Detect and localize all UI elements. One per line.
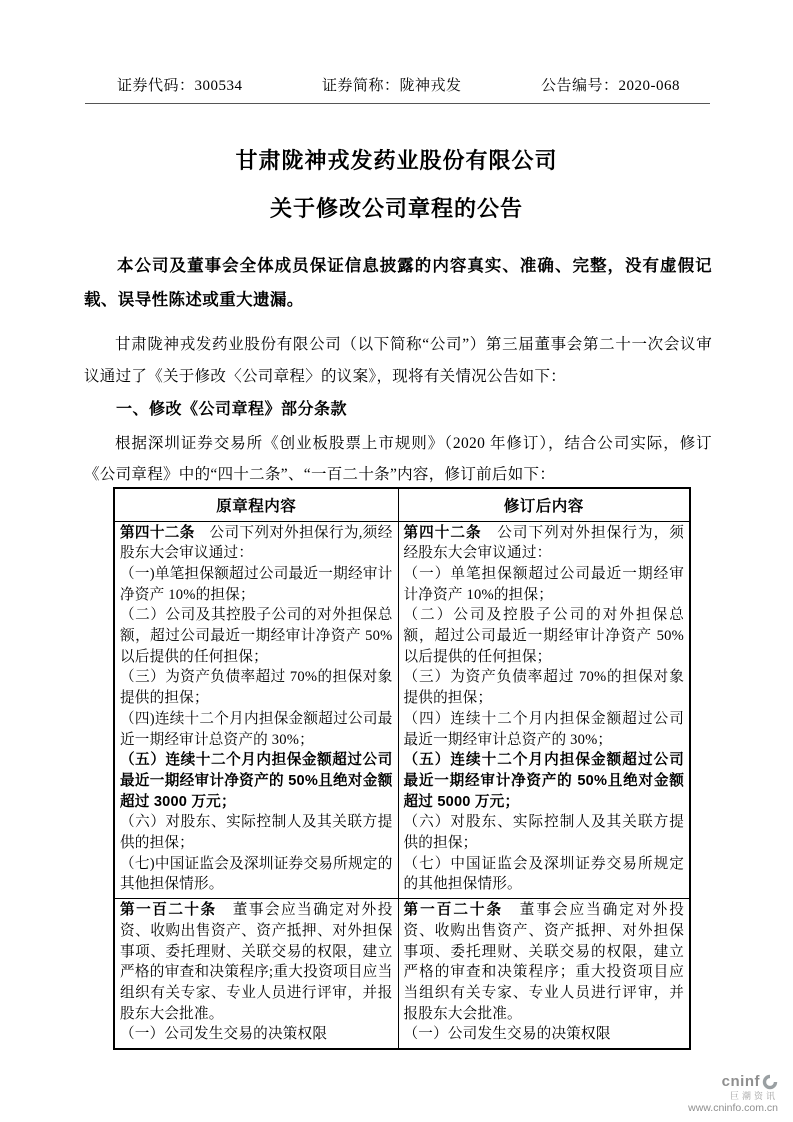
table-header-original: 原章程内容 xyxy=(114,488,398,521)
table-header-revised: 修订后内容 xyxy=(398,488,690,521)
securities-header xyxy=(117,74,680,95)
cninfo-watermark-logo xyxy=(688,1074,778,1115)
disclosure-statement: 本公司及董事会全体成员保证信息披露的内容真实、准确、完整，没有虚假记载、误导性陈述或重大遗漏。 xyxy=(84,257,712,309)
intro-paragraph: 甘肃陇神戎发药业股份有限公司（以下简称“公司”）第三届董事会第二十一次会议审议通过了《关于修改〈公司章程〉的议案》，现将有关情况公告如下： xyxy=(84,336,712,385)
table-row-article-42 xyxy=(114,521,690,899)
section-one-body: 根据深圳证券交易所《创业板股票上市规则》（2020 年修订），结合公司实际，修订《公司章程》中的“四十二条”、“一百二十条”内容，修订前后如下： xyxy=(84,435,712,483)
stock-code-text: 证券代码：300534 xyxy=(117,78,243,94)
table-header-row xyxy=(114,488,690,521)
cell-original-article-120: 第一百二十条 董事会应当确定对外投资、收购出售资产、资产抵押、对外担保事项、委托理财、关联交易的权限，建立严格的审查和决策程序;重大投资项目应当组织有关专家、专业人员进行评审，并报股东大会批准。 （一）公司发生交易的决策权限 xyxy=(114,899,398,1049)
header-divider xyxy=(85,103,710,104)
cninfo-brand-row xyxy=(688,1074,778,1091)
company-name-title: 甘肃陇神戎发药业股份有限公司 xyxy=(235,148,558,173)
cninfo-brand-text: cninf xyxy=(721,1073,760,1090)
announcement-title: 关于修改公司章程的公告 xyxy=(269,196,523,221)
cell-revised-article-120: 第一百二十条 董事会应当确定对外投资、收购出售资产、资产抵押、对外担保事项、委托理财、关联交易的权限，建立严格的审查和决策程序；重大投资项目应当组织有关专家、专业人员进行评审，并报股东大会批准。 （一）公司发生交易的决策权限 xyxy=(398,899,690,1049)
stock-name-text: 证券简称：陇神戎发 xyxy=(322,78,462,94)
cninfo-swirl-icon xyxy=(762,1074,778,1090)
table-row-article-120 xyxy=(114,899,690,1049)
cell-revised-article-42: 第四十二条 公司下列对外担保行为，须经股东大会审议通过： （一）单笔担保额超过公司最近一期经审计净资产 10%的担保； （二）公司及控股子公司的对外担保总额，超过公司最近一期经审计净资产 50%以后提供的任何担保； （三）为资产负债率超过 70%的担保对象提供的担保； （四）连续十二个月内担保金额超过公司最近一期经审计总资产的 30%； （五）连续十二个月内担保金额超过公司最近一期经审计净资产的 50%且绝对金额超过 5000 万元； （六）对股东、实际控制人及其关联方提供的担保； （七）中国证监会及深圳证券交易所规定的其他担保情形。 xyxy=(398,521,690,899)
cninfo-url-text: www.cninfo.com.cn xyxy=(688,1102,778,1115)
amendment-comparison-table xyxy=(113,487,691,1050)
announcement-number-text: 公告编号：2020-068 xyxy=(541,78,680,94)
cell-original-article-42: 第四十二条 公司下列对外担保行为,须经股东大会审议通过： （一)单笔担保额超过公司最近一期经审计净资产 10%的担保； （二）公司及其控股子公司的对外担保总额，超过公司最近一期经审计净资产 50%以后提供的任何担保； （三）为资产负债率超过 70%的担保对象提供的担保； （四)连续十二个月内担保金额超过公司最近一期经审计总资产的 30%； （五）连续十二个月内担保金额超过公司最近一期经审计净资产的 50%且绝对金额超过 3000 万元； （六）对股东、实际控制人及其关联方提供的担保； （七)中国证监会及深圳证券交易所规定的其他担保情形。 xyxy=(114,521,398,899)
cninfo-chinese-name: 巨潮资讯 xyxy=(729,1090,778,1101)
section-one-heading: 一、修改《公司章程》部分条款 xyxy=(116,401,348,418)
